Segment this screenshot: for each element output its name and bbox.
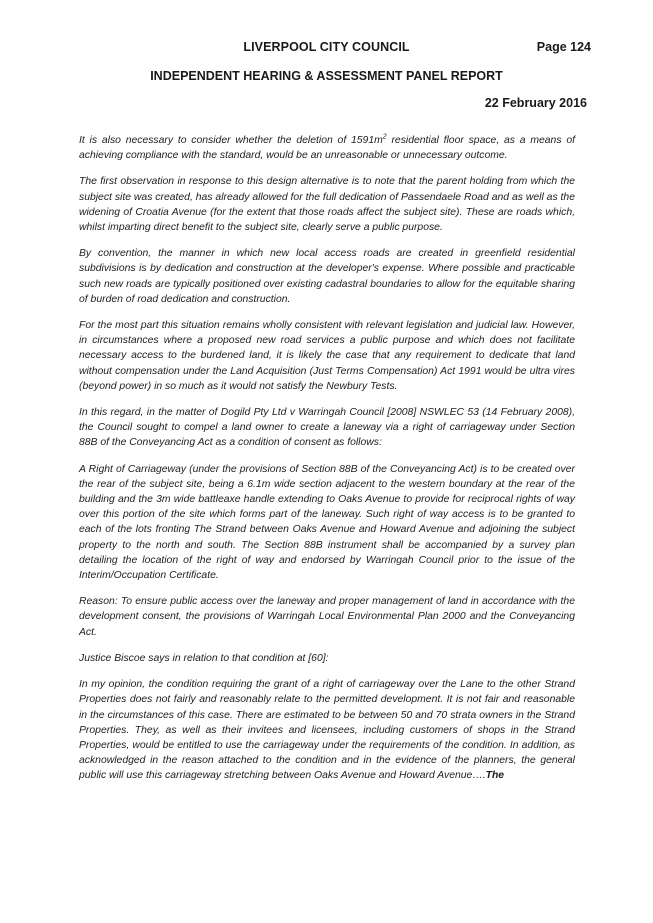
superscript: 2: [382, 133, 387, 141]
paragraph-convention: By convention, the manner in which new local access roads are created in greenfield residential subdivisions is by dedication and construction at the developer's expense. Where possible and practicable such new roads are typically positioned over existing cadastral boundaries to allow for the equitable sharing of burden of road dedication and construction.: [79, 248, 575, 305]
page-number: Page 124: [536, 40, 591, 54]
paragraph-right-of-carriageway: A Right of Carriageway (under the provisions of Section 88B of the Conveyancing Act) is to be created over the rear of the subject site, being a 6.1m wide section adjacent to the western boundary at the rear of the building and the 3m wide battleaxe handle extending to Oaks Avenue to provide for reciprocal rights of way over this portion of the site which forms part of the laneway. Such right of way access is to be granted to each of the lots fronting The Strand between Oaks Avenue and Howard Avenue and adjoining the subject property to the north and south. The Section 88B instrument shall be accompanied by a survey plan detailing the location of the right of way and endorsed by Warringah Council prior to the issue of the Interim/Occupation Certificate.: [79, 463, 575, 582]
paragraph-reason: Reason: To ensure public access over the laneway and proper management of land in accordance with the development consent, the provisions of Warringah Local Environmental Plan 2000 and the Conveyancing Act.: [79, 596, 575, 638]
paragraph-opinion: [79, 677, 575, 783]
organization-title: LIVERPOOL CITY COUNCIL: [243, 40, 410, 54]
paragraph-floor-space: [79, 133, 575, 163]
paragraph-text: residential floor space, as a means of achieving compliance with the standard, would be an unreasonable or unnecessary outcome.: [79, 135, 575, 162]
paragraph-first-observation: The first observation in response to this design alternative is to note that the parent holding from which the subject site was created, has already allowed for the full dedication of Passendaele Road and as well as the widening of Croatia Avenue (for the extent that those roads affect the subject site). These are roads which, whilst imparting direct benefit to the subject site, clearly serve a public purpose.: [79, 176, 575, 234]
report-title: INDEPENDENT HEARING & ASSESSMENT PANEL REPORT: [150, 69, 503, 83]
paragraph-legislation: For the most part this situation remains wholly consistent with relevant legislation and judicial law. However, in circumstances where a proposed new road services a public purpose and which does not facilitate necessary access to the burdened land, it is likely the case that any requirement to dedicate that land without compensation under the Land Acquisition (Just Terms Compensation) Act 1991 would be ultra vires (beyond power) in so much as it would not satisfy the Newbury Tests.: [79, 320, 575, 392]
paragraph-dogild-case: In this regard, in the matter of Dogild Pty Ltd v Warringah Council [2008] NSWLEC 53 (14 February 2008), the Council sought to compel a land owner to create a laneway via a right of carriageway under Section 88B of the Conveyancing Act as a condition of consent as follows:: [79, 407, 575, 449]
paragraph-text: It is also necessary to consider whether the deletion of 1591m: [79, 135, 383, 146]
paragraph-justice-biscoe: Justice Biscoe says in relation to that condition at [60]:: [79, 652, 329, 664]
report-date: 22 February 2016: [484, 96, 587, 110]
paragraph-bold-text: The: [485, 770, 505, 782]
paragraph-text: In my opinion, the condition requiring the grant of a right of carriageway over the Lane to the other Strand Properties does not fairly and reasonably relate to the permitted development. It is not fair and reasonable in the circumstances of this case. There are estimated to be between 50 and 70 strata owners in the Strand Properties. They, as well as their invitees and licensees, including customers of shops in the Strand Properties, would be entitled to use the carriageway under the requirements of the condition. In addition, as acknowledged in the reason attached to the condition and in the evidence of the planners, the general public will use this carriageway stretching between Oaks Avenue and Howard Avenue….: [79, 679, 575, 782]
report-body: [79, 133, 575, 795]
